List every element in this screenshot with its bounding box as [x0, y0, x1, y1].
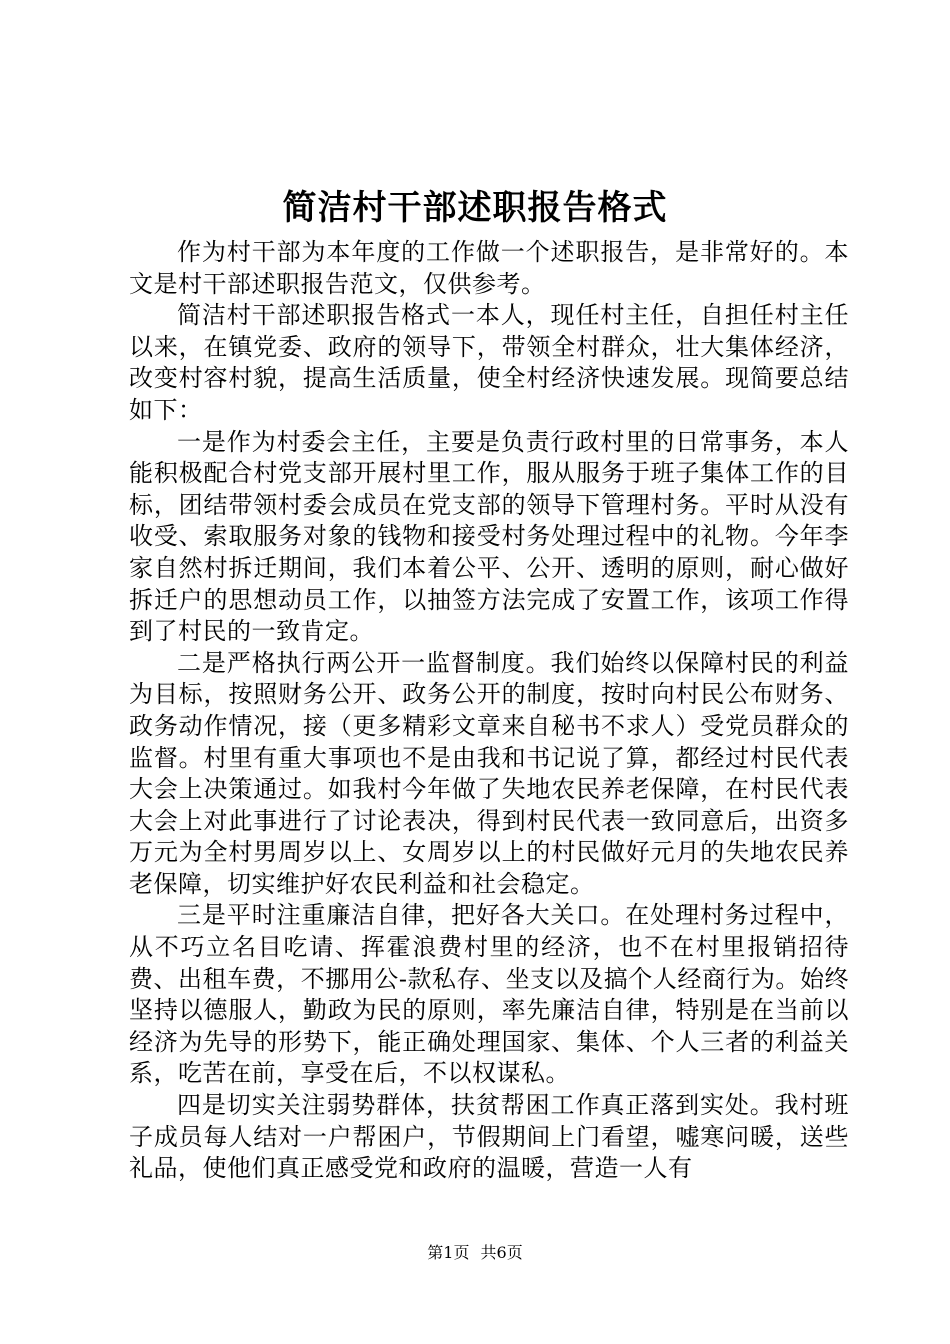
paragraph-point-two: 二是严格执行两公开一监督制度。我们始终以保障村民的利益为目标，按照财务公开、政务公开的制度，按时向村民公布财务、政务动作情况，接（更多精彩文章来自秘书不求人）受党员群众的监督。村里有重大事项也不是由我和书记说了算，都经过村民代表大会上决策通过。如我村今年做了失地农民养老保障，在村民代表大会上对此事进行了讨论表决，得到村民代表一致同意后，出资多万元为全村男周岁以上、女周岁以上的村民做好元月的失地农民养老保障，切实维护好农民利益和社会稳定。	[129, 648, 849, 898]
page-number: 第1页	[427, 1243, 470, 1262]
paragraph-intro: 作为村干部为本年度的工作做一个述职报告，是非常好的。本文是村干部述职报告范文，仅供参考。	[129, 238, 849, 298]
document-body	[129, 237, 849, 1185]
paragraph-overview: 简洁村干部述职报告格式一本人，现任村主任，自担任村主任以来，在镇党委、政府的领导下，带领全村群众，壮大集体经济，改变村容村貌，提高生活质量，使全村经济快速发展。现简要总结如下：	[129, 301, 849, 424]
document-title: 简洁村干部述职报告格式	[282, 188, 668, 228]
paragraph-point-four: 四是切实关注弱势群体，扶贫帮困工作真正落到实处。我村班子成员每人结对一户帮困户，节假期间上门看望，嘘寒问暖，送些礼品，使他们真正感受党和政府的温暖，营造一人有	[129, 1091, 849, 1183]
page-total: 共6页	[480, 1243, 523, 1262]
paragraph-point-three: 三是平时注重廉洁自律，把好各大关口。在处理村务过程中，从不巧立名目吃请、挥霍浪费村里的经济，也不在村里报销招待费、出租车费，不挪用公-款私存、坐支以及搞个人经商行为。始终坚持以德服人，勤政为民的原则，率先廉洁自律，特别是在当前以经济为先导的形势下，能正确处理国家、集体、个人三者的利益关系，吃苦在前，享受在后，不以权谋私。	[129, 901, 849, 1088]
page-footer	[0, 1241, 950, 1265]
paragraph-point-one: 一是作为村委会主任，主要是负责行政村里的日常事务，本人能积极配合村党支部开展村里工作，服从服务于班子集体工作的目标，团结带领村委会成员在党支部的领导下管理村务。平时从没有收受、索取服务对象的钱物和接受村务处理过程中的礼物。今年李家自然村拆迁期间，我们本着公平、公开、透明的原则，耐心做好拆迁户的思想动员工作，以抽签方法完成了安置工作，该项工作得到了村民的一致肯定。	[129, 427, 849, 646]
